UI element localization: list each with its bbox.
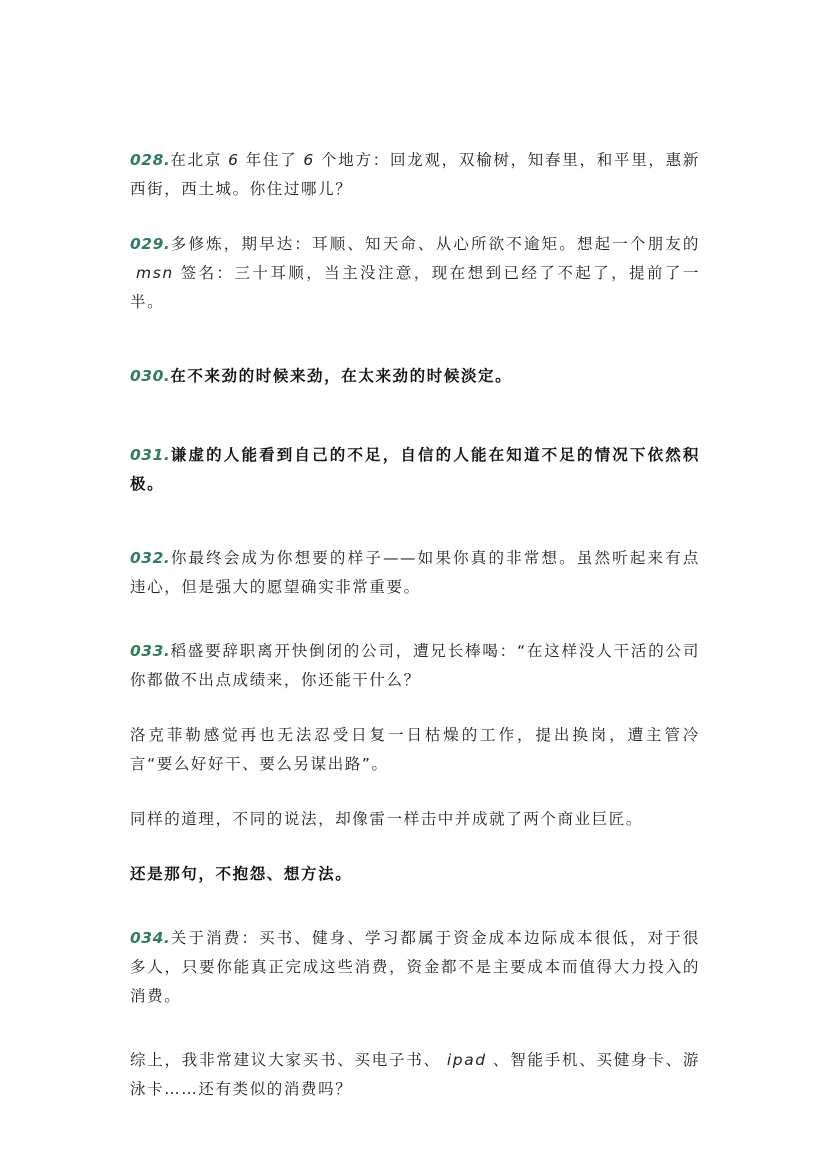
entry-033-paragraph: 洛克菲勒感觉再也无法忍受日复一日枯燥的工作，提出换岗，遭主管冷言“要么好好干、要么另谋出路”。	[130, 726, 700, 773]
entry-034	[130, 924, 700, 1011]
entry-text: 多修炼，期早达：耳顺、知天命、从心所欲不逾矩。想起一个朋友的	[170, 235, 700, 253]
entry-text: 在不来劲的时候来劲，在太来劲的时候淡定。	[170, 367, 513, 385]
entry-text: 综上，我非常建议大家买书、买电子书、	[130, 1051, 441, 1069]
entry-034-summary	[130, 1046, 700, 1104]
entry-033-paragraph: 同样的道理，不同的说法，却像雷一样击中并成就了两个商业巨匠。	[130, 810, 644, 828]
entry-text: 、智能手机、买健身卡、游泳卡……还有类似的消费吗？	[130, 1051, 700, 1098]
entry-text: 关于消费：买书、健身、学习都属于资金成本边际成本很低，对于很多人，只要你能真正完成这些消费，资金都不是主要成本而值得大力投入的消费。	[130, 929, 700, 1005]
entry-text: 你最终会成为你想要的样子——如果你真的非常想。虽然听起来有点违心，但是强大的愿望确实非常重要。	[130, 549, 700, 596]
entry-033-conclusion: 还是那句，不抱怨、想方法。	[130, 865, 353, 883]
entry-number: 028.	[130, 151, 171, 169]
entry-number: 032.	[130, 549, 171, 567]
entry-text: 年住了	[245, 151, 298, 169]
entry-030	[130, 362, 700, 391]
entry-033	[130, 637, 700, 695]
entry-text: 谦虚的人能看到自己的不足，自信的人能在知道不足的情况下依然积极。	[130, 446, 700, 493]
entry-032	[130, 544, 700, 602]
entry-text: 签名：三十耳顺，当主没注意，现在想到已经了不起了，提前了一半。	[130, 264, 700, 311]
entry-text: msn	[136, 264, 174, 282]
entry-text: 个地方：回龙观，双榆树，知春里，和平里，惠新西街，西土城。你住过哪儿？	[130, 151, 700, 198]
entry-text: 稻盛要辞职离开快倒闭的公司，遭兄长棒喝：“在这样没人干活的公司你都做不出点成绩来，你还能干什么？	[130, 642, 700, 689]
entry-text: 6	[303, 151, 315, 169]
entry-number: 034.	[130, 929, 171, 947]
entry-number: 031.	[130, 446, 171, 464]
entry-text: 在北京	[170, 151, 223, 169]
entry-029	[130, 230, 700, 317]
entry-number: 029.	[130, 235, 171, 253]
entry-text: 6	[228, 151, 240, 169]
entry-number: 033.	[130, 642, 171, 660]
entry-031	[130, 441, 700, 499]
entry-028	[130, 146, 700, 204]
entry-text: ipad	[446, 1051, 487, 1069]
document-page	[130, 146, 700, 1104]
entry-number: 030.	[130, 367, 171, 385]
